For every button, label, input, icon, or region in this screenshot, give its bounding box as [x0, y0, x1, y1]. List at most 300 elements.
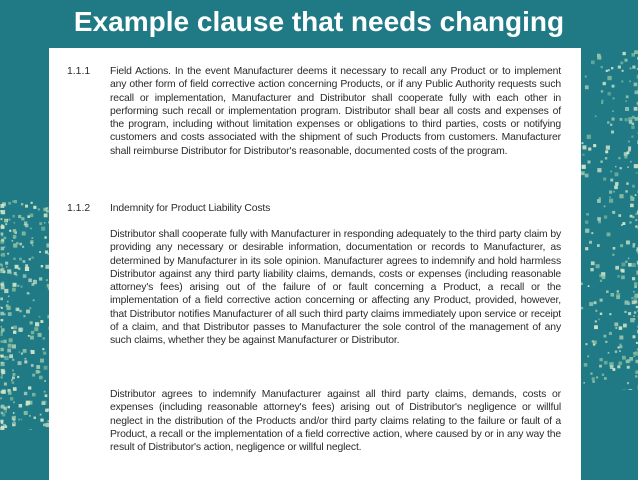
decorative-dot — [1, 268, 4, 271]
decorative-dot — [591, 61, 595, 65]
decorative-dot — [18, 215, 21, 218]
decorative-dot — [34, 327, 38, 331]
decorative-dot — [8, 202, 11, 205]
decorative-dot — [634, 355, 636, 357]
decorative-dot — [13, 235, 17, 239]
decorative-dot — [26, 310, 30, 314]
decorative-dot — [32, 245, 34, 247]
decorative-dot — [44, 222, 46, 224]
decorative-dot — [1, 376, 3, 378]
decorative-dot — [599, 274, 602, 277]
decorative-dot — [8, 312, 12, 316]
decorative-dot — [610, 365, 614, 369]
decorative-dot — [39, 251, 41, 253]
decorative-dot — [23, 274, 27, 278]
decorative-dot — [613, 368, 616, 371]
decorative-dot — [40, 419, 43, 422]
decorative-dot — [622, 356, 626, 360]
decorative-dot — [634, 286, 637, 289]
decorative-dot — [632, 53, 636, 57]
decorative-dot — [585, 221, 588, 224]
decorative-dot — [604, 206, 606, 208]
decorative-dot — [588, 148, 591, 151]
decorative-dot — [0, 204, 4, 208]
decorative-dot — [625, 59, 628, 62]
decorative-dot — [2, 202, 6, 206]
decorative-dot — [2, 267, 4, 269]
decorative-dot — [628, 149, 631, 152]
decorative-dot — [13, 412, 15, 414]
decorative-dot — [0, 306, 2, 308]
decorative-dot — [13, 229, 16, 232]
decorative-dot — [43, 337, 45, 339]
decorative-dot — [41, 401, 45, 405]
decorative-dot — [25, 267, 29, 271]
decorative-dot — [1, 426, 4, 429]
decorative-dot — [585, 247, 588, 250]
decorative-dot — [0, 427, 4, 430]
decorative-dot — [616, 295, 620, 299]
decorative-dot — [605, 341, 607, 343]
decorative-dot — [632, 216, 634, 218]
decorative-dot — [632, 263, 636, 267]
decorative-dot — [632, 123, 635, 126]
decorative-dot — [39, 316, 41, 318]
decorative-dot — [14, 272, 17, 275]
decorative-dot — [30, 321, 33, 324]
decorative-dot — [26, 403, 29, 406]
decorative-dot — [12, 240, 14, 242]
decorative-dot — [12, 201, 14, 203]
decorative-dot — [581, 307, 583, 309]
decorative-dot — [12, 422, 16, 426]
decorative-dot — [604, 215, 607, 218]
decorative-dot — [19, 351, 21, 353]
decorative-dot — [38, 208, 40, 210]
decorative-dot — [45, 394, 48, 397]
decorative-dot — [601, 100, 603, 102]
decorative-dot — [39, 222, 42, 225]
decorative-dot — [1, 218, 3, 220]
decorative-dot — [13, 387, 17, 391]
decorative-dot — [588, 285, 590, 287]
decorative-dot — [607, 76, 611, 80]
decorative-dot — [29, 401, 33, 405]
decorative-dot — [25, 205, 28, 208]
decorative-dot — [1, 422, 3, 424]
decorative-dot — [40, 320, 43, 323]
decorative-dot — [620, 167, 622, 169]
decorative-dot — [625, 100, 627, 102]
decorative-dot — [615, 166, 617, 168]
decorative-dot — [606, 291, 609, 294]
decorative-dot — [634, 282, 637, 285]
decorative-dot — [585, 229, 589, 233]
decorative-dot — [612, 110, 614, 112]
decorative-dot — [581, 171, 585, 175]
decorative-dot — [39, 277, 42, 280]
decorative-dot — [595, 320, 597, 322]
decorative-dot — [28, 279, 32, 283]
decorative-dot — [600, 358, 603, 361]
decorative-dot — [1, 362, 5, 366]
decorative-dot — [33, 280, 37, 284]
decorative-dot — [9, 338, 13, 342]
decorative-dot — [25, 358, 27, 360]
decorative-dot — [604, 361, 608, 365]
decorative-dot — [1, 405, 5, 409]
decorative-dot — [3, 424, 6, 427]
decorative-dot — [626, 182, 628, 184]
decorative-dot — [608, 92, 611, 95]
decorative-dot — [0, 210, 2, 212]
decorative-dot — [19, 310, 21, 312]
decorative-dot — [630, 161, 632, 163]
decorative-dot — [621, 269, 624, 272]
decorative-dot — [601, 102, 603, 104]
decorative-dot — [46, 279, 48, 281]
decorative-dot — [597, 54, 601, 58]
decorative-dot — [607, 233, 611, 237]
decorative-dot — [585, 76, 587, 78]
decorative-dot — [631, 126, 635, 130]
decorative-dot — [611, 67, 613, 69]
decorative-dot — [600, 299, 603, 302]
decorative-dot — [629, 120, 632, 123]
decorative-dot — [21, 203, 23, 205]
decorative-dot — [10, 273, 12, 275]
decorative-dot — [627, 151, 630, 154]
decorative-dot — [7, 349, 11, 353]
decorative-dot — [0, 269, 4, 273]
decorative-dot — [31, 242, 33, 244]
decorative-dot — [618, 346, 620, 348]
decorative-dot — [1, 239, 4, 242]
decorative-dot — [628, 146, 631, 149]
decorative-dot — [603, 178, 606, 181]
decorative-dot — [30, 336, 34, 340]
decorative-dot — [11, 379, 13, 381]
decorative-dot — [0, 355, 2, 357]
decorative-dot — [0, 312, 4, 316]
decorative-dot — [608, 69, 610, 71]
decorative-dot — [614, 323, 618, 327]
decorative-dot — [0, 348, 3, 351]
decorative-dot — [587, 355, 589, 357]
decorative-dot — [12, 359, 14, 361]
decorative-dot — [631, 297, 633, 299]
decorative-dot — [29, 429, 32, 430]
decorative-dot — [33, 299, 35, 301]
decorative-dot — [602, 374, 604, 376]
decorative-dot — [609, 332, 612, 335]
clause-number: 1.1.2 — [67, 202, 90, 215]
decorative-dot — [6, 266, 8, 268]
decorative-dot — [7, 306, 11, 310]
decorative-dot — [1, 374, 3, 376]
decorative-dot — [624, 155, 627, 158]
decorative-dot — [14, 231, 17, 234]
decorative-dot — [622, 70, 624, 72]
decorative-dot — [636, 172, 638, 174]
decorative-dot — [615, 266, 619, 270]
decorative-dot — [42, 401, 46, 405]
decorative-dot — [622, 222, 625, 225]
decorative-dot — [41, 227, 45, 231]
decorative-dot — [39, 376, 43, 380]
decorative-dot — [635, 219, 637, 221]
decorative-dot — [607, 121, 609, 123]
decorative-dot — [28, 386, 31, 389]
decorative-dot — [597, 244, 600, 247]
clause-paragraph: Distributor agrees to indemnify Manufacturer against all third party claims, demands, costs or expenses (including reasonable attorney's fees) arising out of Distributor's negligence or willful neglect in the distribution of the Products and/or third party claims relating to the failure or fault of a Product, a recall or the implementation of a field corrective action, where caused by or in any way the result of Distributor's action, negligence or willful neglect. — [110, 388, 561, 454]
decorative-dot — [13, 373, 16, 376]
decorative-dot — [591, 261, 595, 265]
decorative-dot — [613, 247, 616, 250]
decorative-dot — [22, 328, 24, 330]
decorative-dot — [36, 365, 40, 369]
decorative-dot — [630, 68, 632, 70]
decorative-dot — [12, 288, 16, 292]
decorative-dot — [620, 269, 623, 272]
decorative-dot — [16, 308, 20, 312]
decorative-dot — [1, 355, 4, 358]
decorative-dot — [632, 185, 635, 188]
decorative-dot — [632, 116, 635, 119]
decorative-dot — [619, 326, 623, 330]
decorative-dot — [15, 274, 17, 276]
decorative-dot — [609, 313, 611, 315]
decorative-dot — [625, 301, 629, 305]
decorative-dot — [4, 356, 6, 358]
decorative-dot — [19, 243, 22, 246]
decorative-dot — [597, 217, 601, 221]
decorative-dot — [617, 290, 619, 292]
decorative-dot — [18, 419, 20, 421]
decorative-dot — [0, 226, 3, 229]
decorative-dot — [611, 293, 615, 297]
decorative-dot — [26, 403, 29, 406]
decorative-dot — [593, 341, 596, 344]
decorative-dot — [634, 164, 638, 168]
decorative-dot — [32, 374, 35, 377]
decorative-dot — [13, 331, 16, 334]
decorative-dot — [19, 404, 23, 408]
decorative-dot — [18, 268, 20, 270]
decorative-dot — [33, 206, 36, 209]
decorative-dot — [1, 254, 3, 256]
decorative-dot — [630, 196, 633, 199]
decorative-dot — [1, 307, 3, 309]
decorative-dot — [593, 144, 596, 147]
decorative-dot — [588, 161, 591, 164]
decorative-dot — [595, 116, 597, 118]
decorative-dot — [597, 56, 601, 60]
decorative-dot — [1, 225, 5, 229]
decorative-dot — [13, 419, 15, 421]
contract-document — [49, 48, 581, 480]
decorative-dot — [589, 302, 593, 306]
decorative-dot — [14, 416, 16, 418]
decorative-dot — [8, 219, 10, 221]
decorative-dot — [45, 409, 48, 412]
decorative-dot — [32, 393, 36, 397]
decorative-dot — [12, 215, 15, 218]
decorative-dot — [600, 280, 602, 282]
decorative-dot — [606, 146, 610, 150]
decorative-dot — [608, 352, 610, 354]
decorative-dot — [12, 416, 16, 420]
decorative-dot — [601, 90, 603, 92]
decorative-dot — [586, 213, 589, 216]
decorative-dot — [34, 417, 37, 420]
decorative-dot — [23, 349, 27, 353]
decorative-dot — [31, 257, 33, 259]
decorative-dot — [632, 66, 635, 69]
decorative-dot — [594, 301, 597, 304]
decorative-dot — [601, 66, 603, 68]
decorative-dot — [2, 370, 6, 374]
decorative-dot — [6, 304, 9, 307]
decorative-dot — [12, 381, 15, 384]
decorative-dot — [633, 296, 637, 300]
decorative-dot — [29, 307, 31, 309]
decorative-dot — [42, 348, 44, 350]
decorative-dot — [0, 397, 2, 399]
decorative-dot — [13, 402, 15, 404]
decorative-dot — [1, 412, 4, 415]
decorative-dot — [620, 118, 623, 121]
decorative-dot — [612, 118, 615, 121]
decorative-dot — [46, 207, 48, 209]
decorative-dot — [10, 397, 13, 400]
decorative-dot — [8, 296, 10, 298]
decorative-dot — [603, 82, 606, 85]
decorative-dot — [604, 377, 607, 380]
decorative-dot — [610, 124, 612, 126]
decorative-dot — [19, 258, 22, 261]
decorative-dot — [613, 191, 615, 193]
decorative-dot — [27, 292, 29, 294]
decorative-dot — [634, 300, 637, 303]
decorative-dot — [38, 371, 40, 373]
decorative-dot — [595, 310, 597, 312]
decorative-dot — [13, 326, 17, 330]
decorative-dot — [1, 362, 3, 364]
decorative-dot — [627, 382, 629, 384]
decorative-dot — [12, 376, 15, 379]
decorative-dot — [587, 135, 591, 139]
decorative-dot — [24, 224, 26, 226]
decorative-dot — [9, 354, 13, 358]
decorative-dot — [619, 336, 623, 340]
clause-heading: Indemnity for Product Liability Costs — [110, 202, 270, 215]
decorative-dot — [618, 214, 621, 217]
decorative-dot — [13, 424, 15, 426]
decorative-dot — [633, 291, 635, 293]
decorative-dot — [585, 343, 587, 345]
decorative-dot — [615, 182, 618, 185]
decorative-dot — [1, 340, 3, 342]
decorative-dot — [21, 353, 23, 355]
decorative-dot — [631, 136, 633, 138]
decorative-dot — [4, 219, 8, 223]
decorative-dot — [622, 263, 626, 267]
decorative-dot — [1, 371, 4, 374]
decorative-dot — [619, 194, 623, 198]
decorative-dot — [20, 310, 22, 312]
decorative-dot — [30, 350, 32, 352]
decorative-dot — [1, 264, 3, 266]
decorative-dot — [628, 312, 631, 315]
decorative-dot — [609, 199, 613, 203]
decorative-dot — [627, 359, 630, 362]
decorative-dot — [1, 369, 5, 373]
decorative-dot — [3, 314, 5, 316]
decorative-dot — [5, 223, 7, 225]
decorative-dot — [635, 225, 637, 227]
decorative-dot — [29, 258, 31, 260]
decorative-dot — [44, 366, 48, 370]
decorative-dot — [630, 197, 634, 201]
decorative-dot — [617, 365, 620, 368]
decorative-dot — [22, 232, 26, 236]
decorative-dot — [609, 191, 612, 194]
decorative-dot — [4, 220, 7, 223]
clause-paragraph: Distributor shall cooperate fully with Manufacturer in responding adequately to the third party claim by providing any necessary or desirable information, documentation or records to Manufacturer, as determined by Manufacturer in its sole opinion. Manufacturer agrees to indemnify and hold harmless Distributor against any third party liability claims, demands, costs or expenses (including reasonable attorney's fees) arising out of the failure of or fault concerning a Product, a recall or the implementation of a field corrective action concerning or affecting any Product, provided, however, that Distributor notifies Manufacturer of all such third party claims immediately upon service or receipt of a claim, and that Distributor passes to Manufacturer the sole control of the management of any such claims, whether they be against Manufacturer or Distributor. — [110, 228, 561, 348]
decorative-dot — [1, 319, 4, 322]
decorative-dot — [610, 179, 613, 182]
decorative-dot — [26, 401, 30, 405]
decorative-dot — [0, 211, 2, 213]
decorative-dot — [32, 283, 35, 286]
decorative-dot — [621, 81, 623, 83]
decorative-dot — [1, 247, 4, 251]
decorative-dot — [626, 360, 630, 364]
decorative-dot — [625, 261, 628, 264]
decorative-dot — [40, 414, 42, 416]
decorative-dot — [601, 272, 605, 276]
decorative-dot — [629, 357, 633, 361]
decorative-dot — [609, 362, 613, 366]
decorative-dot — [628, 258, 630, 260]
decorative-dot — [13, 243, 17, 247]
decorative-dot — [615, 173, 619, 177]
decorative-dot — [616, 293, 620, 297]
decorative-dot — [590, 268, 593, 271]
decorative-dot — [0, 319, 2, 321]
decorative-dot — [635, 375, 637, 377]
decorative-dot — [623, 52, 626, 55]
decorative-dot — [615, 327, 617, 329]
decorative-dot — [605, 150, 608, 153]
decorative-dot — [621, 224, 623, 226]
decorative-dot — [611, 131, 614, 134]
decorative-dot — [582, 165, 586, 169]
decorative-dot — [1, 268, 4, 271]
decorative-dot — [629, 81, 631, 83]
decorative-dot — [634, 318, 636, 320]
decorative-dot — [620, 244, 623, 247]
decorative-dot — [0, 263, 2, 265]
decorative-dot — [617, 275, 619, 277]
decorative-dot — [635, 194, 637, 196]
decorative-dot — [8, 344, 12, 348]
decorative-dot — [634, 50, 638, 54]
decorative-dot — [21, 286, 23, 288]
decorative-dot — [4, 289, 8, 293]
decorative-dot — [612, 254, 614, 256]
